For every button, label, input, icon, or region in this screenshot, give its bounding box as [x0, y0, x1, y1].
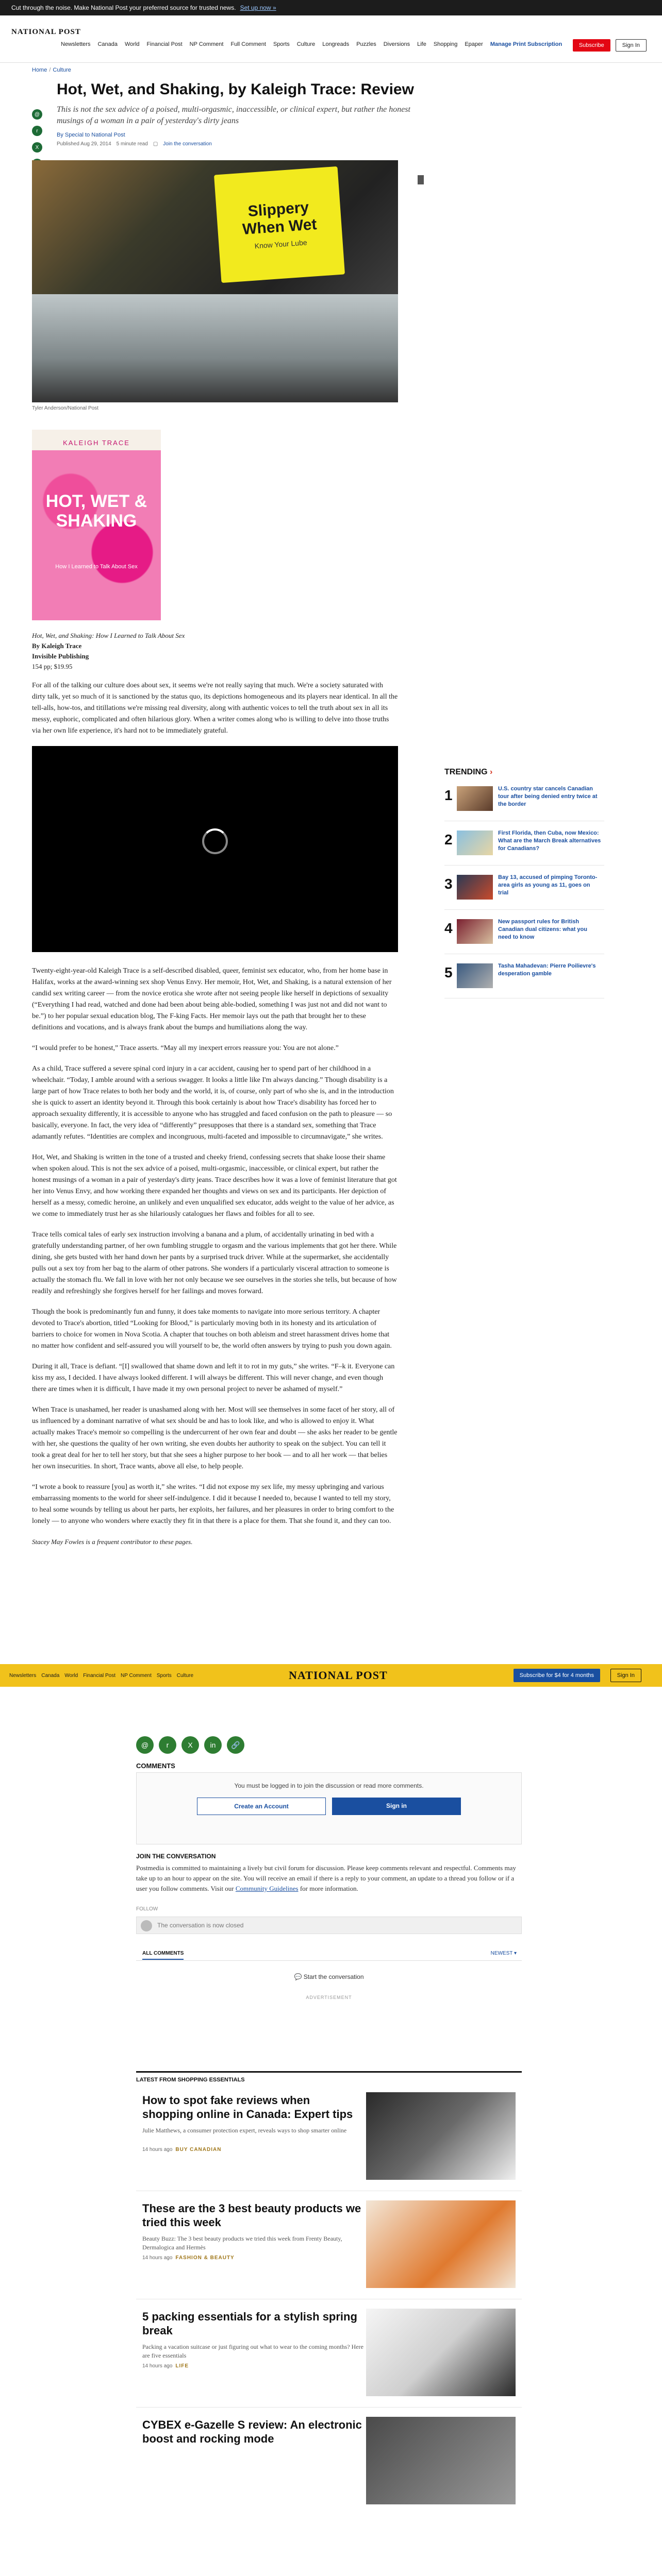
sticky-logo[interactable]: NATIONAL POST: [289, 1669, 388, 1682]
share-link-icon[interactable]: 🔗: [227, 1736, 244, 1754]
trending-link[interactable]: New passport rules for British Canadian dual citizens: what you need to know: [498, 919, 587, 940]
image-caption: Tyler Anderson/National Post: [32, 405, 98, 411]
byline[interactable]: By Special to National Post: [57, 132, 125, 138]
published-date: Published Aug 29, 2014: [57, 141, 111, 147]
sticky-nav-item[interactable]: World: [64, 1672, 78, 1679]
trending-heading-text: TRENDING: [444, 768, 488, 776]
advertisement-label: ADVERTISEMENT: [306, 1995, 352, 2000]
join-conversation-link[interactable]: Join the conversation: [163, 141, 212, 147]
shopping-card[interactable]: [136, 2083, 522, 2191]
avatar: [141, 1920, 152, 1931]
trending-item[interactable]: [444, 827, 604, 866]
paragraph: During it all, Trace is defiant. “[I] swallowed that shame down and left it to rot in my guts,” she writes. “F–k it. Everyone can kiss my ass, I decided. I have always looked different. I will always be different. This will never change, and even though there are times when it is difficult, I have made it my own personal project to never be ashamed of myself.”: [32, 1363, 395, 1393]
create-account-button[interactable]: Create an Account: [197, 1798, 326, 1815]
book-info-price: 154 pp; $19.95: [32, 663, 73, 670]
trending-thumbnail[interactable]: [457, 919, 493, 944]
card-desc: Beauty Buzz: The 3 best beauty products we tried this week from Frenty Beauty, Dermalogica and Hermès: [142, 2235, 342, 2251]
paragraph: As a child, Trace suffered a severe spinal cord injury in a car accident, causing her to spend part of her childhood in a wheelchair. “Today, I amble around with a serious swagger. It looks a little like I'm always dancing.” Though disability is a large part of how Trace relates to both her body and the world, it is, of course, only part of who she is, and in the introduction she is quick to assert an identity beyond it. Through this book certainly is about how Trace's disability has forced her to approach sexuality differently, it is accessible to anyone who has struggled and faced confusion on the path to pleasure — so basically, everyone. In fact, the very idea of “differently” presupposes that there is a standard sex, something that Trace adamantly refutes. “Identities are complex and incongruous, multi-faceted and impossible to circumnavigate,” she writes.: [32, 1065, 394, 1141]
comment-tabs: [136, 1948, 522, 1961]
site-header: [0, 15, 662, 63]
share-reddit-icon[interactable]: r: [32, 126, 42, 136]
card-image[interactable]: [366, 2200, 516, 2288]
nav-item[interactable]: Newsletters: [61, 41, 91, 47]
trending-thumbnail[interactable]: [457, 831, 493, 855]
share-twitter-icon[interactable]: X: [32, 142, 42, 152]
card-title[interactable]: How to spot fake reviews when shopping online in Canada: Expert tips: [142, 2094, 353, 2121]
share-row: [136, 1736, 244, 1754]
trending-link[interactable]: U.S. country star cancels Canadian tour after being denied entry twice at the border: [498, 786, 598, 807]
nav-item[interactable]: Puzzles: [356, 41, 376, 47]
subscribe-button[interactable]: Subscribe: [573, 39, 610, 52]
hero-image: [32, 160, 398, 402]
paragraph: Twenty-eight-year-old Kaleigh Trace is a self-described disabled, queer, feminist sex educator, who, from her home base in Halifax, works at the award-winning sex shop Venus Envy. Her memoir, Hot, Wet, and Shaking, is a natural extension of her candid sex writing career — from the novice erotica she wrote after not seeing people like herself in depictions of sexuality (“Everything I had read, watched and done had been about being able-bodied, something I was just not and did not want to be.”) to her popular sexual education blog, The F-king Facts. Her memoir lays out the path that brought her to these definitions and vocations, and is always frank about the bumps and humiliations along the way.: [32, 967, 392, 1031]
card-meta: [142, 2147, 221, 2153]
start-conversation-label: Start the conversation: [303, 1973, 364, 1980]
card-category[interactable]: LIFE: [175, 2363, 189, 2369]
shopping-section: [136, 2071, 522, 2469]
card-time: 14 hours ago: [142, 2363, 173, 2369]
card-image[interactable]: [366, 2309, 516, 2396]
card-time: 14 hours ago: [142, 2255, 173, 2261]
login-message: You must be logged in to join the discussion or read more comments.: [234, 1782, 424, 1789]
card-meta: [142, 2363, 189, 2369]
paragraph: “I would prefer to be honest,” Trace asserts. “May all my inexpert errors reassure you: You are not alone.”: [32, 1044, 339, 1052]
comments-sign-in-button[interactable]: Sign in: [332, 1798, 461, 1815]
nav-item[interactable]: Sports: [273, 41, 290, 47]
share-email-icon[interactable]: @: [136, 1736, 154, 1754]
trending-link[interactable]: Bay 13, accused of pimping Toronto-area girls as young as 11, goes on trial: [498, 874, 598, 896]
paragraph: Hot, Wet, and Shaking is written in the tone of a trusted and cheeky friend, confessing secrets that shake loose their shame when spoken aloud. This is not the sex advice of a poised, multi-orgasmic, inaccessible, or clinical expert, but rather the honest musings of a woman in a pair of yesterday's dirty jeans. Trace describes how it was a love of feminist literature that got her into Venus Envy, and how working there expanded her thoughts and views on sex and its participants. Her depiction of herself as a messy, comedic heroine, an unlikely and even unqualified sex educator, adds weight to the value of her advice, as we come to immediately trust her as she hilariously catalogues her flaws and foibles for all to see.: [32, 1154, 397, 1218]
hero-sign: [214, 166, 345, 283]
hero-sign-line2: When Wet: [242, 215, 318, 238]
paragraph: Though the book is predominantly fun and funny, it does take moments to navigate into more serious territory. A chapter devoted to Trace's abortion, titled “Looking for Blood,” is particularly moving both in its honesty and its articulation of barriers to choice for women in Nova Scotia. A chapter that touches on both ableism and street harassment drives home that no matter how confident and self-assured you will yourself to be, the world often answers by trying to push you down again.: [32, 1308, 392, 1350]
sticky-nav-item[interactable]: Culture: [176, 1672, 194, 1679]
follow-button[interactable]: FOLLOW: [136, 1906, 158, 1912]
comment-login-box: [136, 1772, 522, 1844]
hero-sign-line1: Slippery: [247, 198, 310, 221]
promo-cta-link[interactable]: Set up now »: [240, 4, 276, 11]
sticky-subscribe-button[interactable]: Subscribe for $4 for 4 months: [514, 1669, 600, 1682]
card-desc: Packing a vacation suitcase or just figuring out what to wear to the coming months? Here are five essentials: [142, 2343, 363, 2359]
hero-sign-line3: Know Your Lube: [254, 238, 308, 250]
join-text-tail: for more information.: [300, 1885, 358, 1892]
site-logo[interactable]: NATIONAL POST: [11, 28, 81, 36]
paragraph: Trace tells comical tales of early sex instruction involving a banana and a plum, of accidentally urinating in bed with a gratefully understanding partner, of her own fumbling struggle to orgasm and the various implements that got her there. While dining, she gets busted with her hand down her pants by a surprised truck driver. While at the supermarket, she accidentally pulls out a sex toy from her bag to the alarm of other patrons. She wonders if a particularly visceral attraction to someone is actually the stomach flu. We fall in love with her not only because we see ourselves in the stories she tells, but because of how readily and refreshingly she forgives herself for her failings and moves forward.: [32, 1231, 397, 1295]
shopping-heading: LATEST FROM SHOPPING ESSENTIALS: [136, 2071, 522, 2083]
nav-item[interactable]: Shopping: [433, 41, 458, 47]
paragraph: For all of the talking our culture does about sex, it seems we're not really saying that much. We're a society saturated with dirty talk, yet so much of it is sanctioned by the status quo, its depictions homogeneous and its players near identical. In all the tell-alls, how-tos, and titillations we're missing real diversity, along with authentic voices to tell the truth about sex in all its messy, euphoric, complicated and often hilarious glory. When a writer comes along who is willing to delve into those truths via her own life experience, it's hard not to be immediately grateful.: [32, 682, 398, 735]
nav-item[interactable]: Canada: [97, 41, 118, 47]
speech-bubble-icon: 💬: [294, 1973, 302, 1980]
loading-spinner-icon: [202, 828, 228, 854]
book-info-author: By Kaleigh Trace: [32, 642, 82, 650]
article-meta: [57, 141, 434, 147]
share-email-icon[interactable]: @: [32, 109, 42, 120]
nav-item[interactable]: World: [125, 41, 140, 47]
closed-message: The conversation is now closed: [157, 1922, 244, 1929]
trending-item[interactable]: [444, 916, 604, 954]
comment-icon: ▢: [153, 141, 158, 147]
shopping-card[interactable]: [136, 2408, 522, 2469]
book-info-publisher: Invisible Publishing: [32, 652, 89, 660]
header-actions: [573, 39, 647, 52]
article: [32, 67, 434, 1557]
trending-item[interactable]: [444, 960, 604, 998]
card-category[interactable]: BUY CANADIAN: [175, 2147, 222, 2153]
nav-item[interactable]: Epaper: [465, 41, 483, 47]
trending-number: 5: [444, 964, 453, 980]
trending-link[interactable]: First Florida, then Cuba, now Mexico: What are the March Break alternatives for Canadians?: [498, 830, 601, 852]
card-title[interactable]: CYBEX e-Gazelle S review: An electronic boost and rocking mode: [142, 2418, 362, 2445]
card-category[interactable]: FASHION & BEAUTY: [175, 2255, 235, 2261]
sticky-header-bar: [0, 1664, 662, 1687]
trending-number: 1: [444, 787, 453, 803]
nav-item[interactable]: Diversions: [383, 41, 410, 47]
card-meta: [142, 2255, 235, 2261]
nav-item[interactable]: Culture: [296, 41, 316, 47]
share-reddit-icon[interactable]: r: [159, 1736, 176, 1754]
book-cover-title: HOT, WET & SHAKING: [45, 492, 147, 531]
join-text: [136, 1863, 522, 1894]
book-cover-author: KALEIGH TRACE: [63, 439, 130, 447]
card-title[interactable]: These are the 3 best beauty products we tried this week: [142, 2202, 361, 2229]
bookmark-icon[interactable]: [418, 175, 424, 184]
sort-newest-dropdown[interactable]: NEWEST ▾: [490, 1951, 517, 1956]
book-cover-subtitle: How I Learned to Talk About Sex: [55, 564, 138, 570]
nav-item-manage-print[interactable]: Manage Print Subscription: [490, 41, 562, 47]
login-buttons: [137, 1798, 521, 1815]
join-text-body: Postmedia is committed to maintaining a lively but civil forum for discussion. Please keep comments relevant and respectful. Comments may take up to an hour to appear on the site. You will receive an email if there is a reply to your comment, an update to a thread you follow or if a user you follow comments. Visit our: [136, 1864, 516, 1892]
share-linkedin-icon[interactable]: in: [204, 1736, 222, 1754]
breadcrumb-home[interactable]: Home: [32, 67, 47, 73]
trending-thumbnail[interactable]: [457, 786, 493, 811]
shopping-card[interactable]: [136, 2191, 522, 2299]
shopping-card[interactable]: [136, 2299, 522, 2408]
sticky-sign-in-button[interactable]: Sign In: [610, 1669, 641, 1682]
hero-shelf: [32, 294, 398, 402]
book-cover-image: [32, 430, 161, 620]
card-image[interactable]: [366, 2092, 516, 2180]
trending-item[interactable]: [444, 783, 604, 821]
sticky-nav-item[interactable]: NP Comment: [121, 1672, 152, 1679]
breadcrumb: Home / Culture: [32, 67, 71, 73]
article-body: [32, 631, 398, 1548]
share-twitter-icon[interactable]: X: [181, 1736, 199, 1754]
paragraph: When Trace is unashamed, her reader is unashamed along with her. Most will see themselves in some facet of her story, all of us influenced by a dominant narrative of what sex should be and has to look like, and who is allowed to enjoy it. What actually makes Trace's memoir so compelling is the undercurrent of her own fear and doubt — she asks her reader to be gentle with her, she questions the quality of her own writing, she even doubts her authority to speak on the subject. You can tell it took a great deal for her to tell her story, but that she sees a higher purpose to her book — and to all her work — that belies her own insecurities. In short, Trace wants, above all else, to help people.: [32, 1406, 398, 1470]
trending-link[interactable]: Tasha Mahadevan: Pierre Poilievre's desperation gamble: [498, 963, 596, 977]
book-cover-pattern: [32, 450, 161, 620]
nav-item[interactable]: Longreads: [322, 41, 350, 47]
card-time: 14 hours ago: [142, 2147, 173, 2153]
nav-item[interactable]: Financial Post: [146, 41, 183, 47]
card-image[interactable]: [366, 2417, 516, 2504]
community-guidelines-link[interactable]: Community Guidelines: [235, 1885, 299, 1892]
start-conversation[interactable]: [136, 1973, 522, 1980]
trending-item[interactable]: [444, 872, 604, 910]
nav-item[interactable]: Full Comment: [230, 41, 266, 47]
trending-thumbnail[interactable]: [457, 875, 493, 900]
main-nav: [61, 41, 562, 47]
sticky-nav: [9, 1673, 193, 1679]
nav-item[interactable]: NP Comment: [189, 41, 224, 47]
join-heading: JOIN THE CONVERSATION: [136, 1853, 216, 1860]
sticky-nav-item[interactable]: Newsletters: [9, 1672, 37, 1679]
promo-bar: [0, 0, 662, 15]
sign-in-button[interactable]: Sign In: [616, 39, 647, 52]
book-info-title: Hot, Wet, and Shaking: How I Learned to Talk About Sex: [32, 632, 185, 639]
nav-item[interactable]: Life: [417, 41, 426, 47]
closed-conversation: [136, 1917, 522, 1934]
trending-sidebar: [444, 768, 604, 998]
video-player[interactable]: [32, 746, 398, 952]
article-dek: This is not the sex advice of a poised, multi-orgasmic, inaccessible, or clinical expert, but rather the honest musings of a woman in a pair of yesterday's dirty jeans: [57, 105, 410, 125]
contributor-note: Stacey May Fowles is a frequent contributor to these pages.: [32, 1538, 193, 1546]
card-desc: Julie Matthews, a consumer protection expert, reveals ways to shop smarter online: [142, 2127, 347, 2134]
trending-thumbnail[interactable]: [457, 963, 493, 988]
sticky-nav-item[interactable]: Canada: [41, 1672, 60, 1679]
trending-number: 3: [444, 876, 453, 892]
breadcrumb-culture[interactable]: Culture: [53, 67, 71, 73]
trending-number: 4: [444, 920, 453, 936]
comments-heading: COMMENTS: [136, 1762, 175, 1770]
tab-all-comments[interactable]: ALL COMMENTS: [142, 1951, 184, 1960]
book-info: [32, 631, 398, 672]
promo-text: Cut through the noise. Make National Post your preferred source for trusted news.: [11, 4, 236, 11]
trending-heading: [444, 768, 604, 777]
sticky-nav-item[interactable]: Financial Post: [83, 1672, 116, 1679]
trending-number: 2: [444, 832, 453, 848]
sticky-nav-item[interactable]: Sports: [156, 1672, 172, 1679]
trending-fire-icon: ›: [490, 768, 493, 776]
card-title[interactable]: 5 packing essentials for a stylish spring break: [142, 2310, 357, 2337]
paragraph: “I wrote a book to reassure [you] as worth it,” she writes. “I did not expose my sex life, my messy upbringing and various embarrassing moments to the world for sheer self-indulgence. I did it because I needed to, because I wanted to tell my story, to heal some wounds by telling us about her parts, her exploits, her failures, and her pleasures in order to bring comfort to the lonely — to anyone who wonders where exactly they fit in that there is a place for them. That she found it, and they can too.: [32, 1483, 394, 1525]
read-time: 5 minute read: [116, 141, 148, 147]
page-title: Hot, Wet, and Shaking, by Kaleigh Trace: Review: [57, 81, 414, 98]
